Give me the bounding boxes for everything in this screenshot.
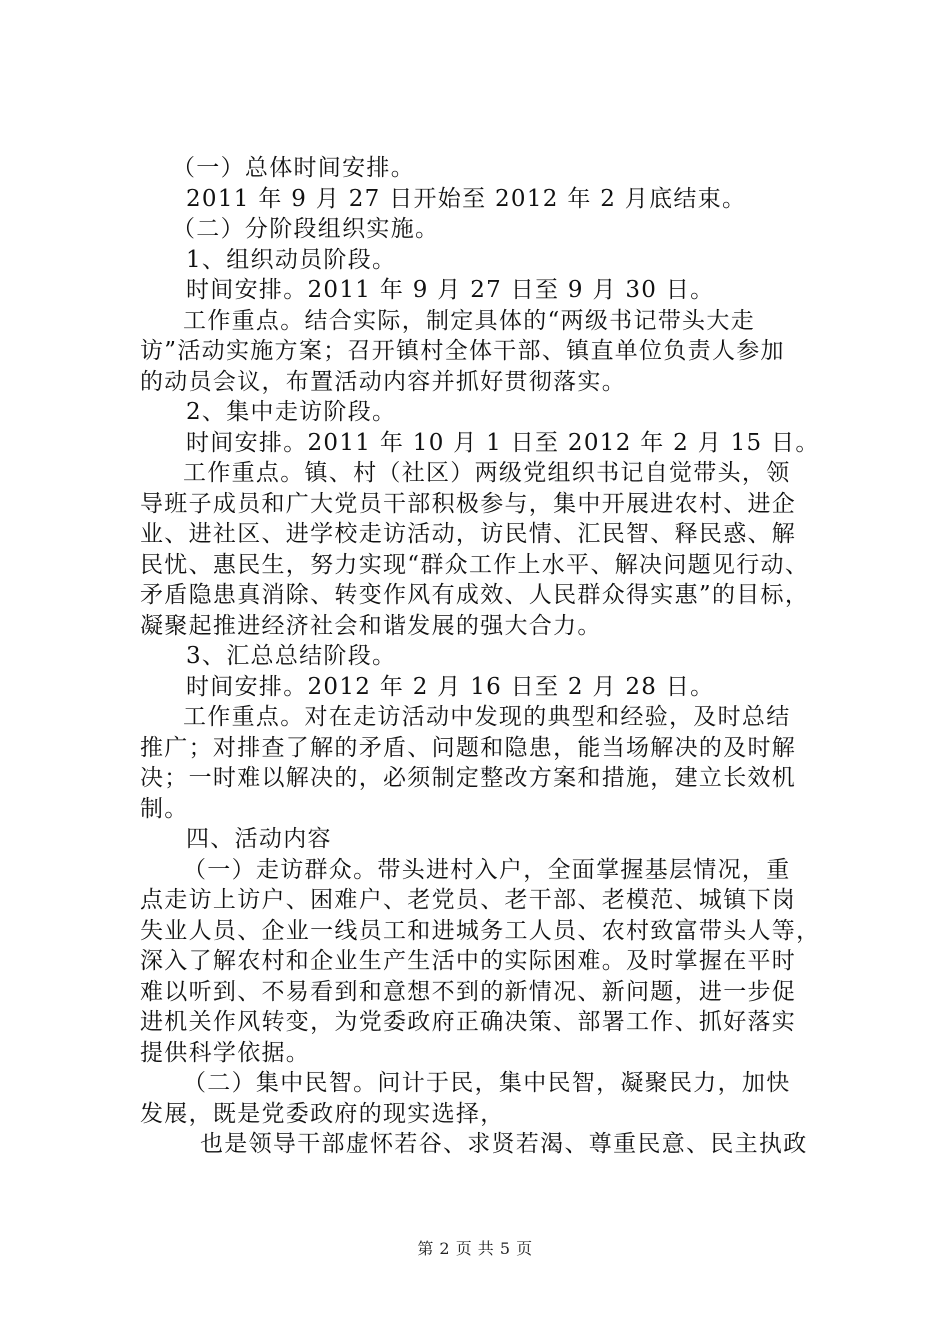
paragraph-line: 难以听到、不易看到和意想不到的新情况、新问题，进一步促 xyxy=(140,978,797,1005)
paragraph-line: 访”活动实施方案；召开镇村全体干部、镇直单位负责人参加 xyxy=(140,338,785,364)
paragraph-line: 民忧、惠民生，努力实现“群众工作上水平、解决问题见行动、 xyxy=(140,551,810,578)
page-number-footer: 第 2 页 共 5 页 xyxy=(417,1239,533,1258)
paragraph-line: 导班子成员和广大党员干部积极参与，集中开展进农村、进企 xyxy=(140,490,797,517)
paragraph-line: 时间安排。2011 年 10 月 1 日至 2012 年 2 月 15 日。 xyxy=(186,429,820,456)
heading-phase-1: 1、组织动员阶段。 xyxy=(186,246,397,273)
heading-activity-content: 四、活动内容 xyxy=(186,826,332,852)
paragraph-line: 进机关作风转变，为党委政府正确决策、部署工作、抓好落实 xyxy=(140,1009,797,1035)
paragraph-line: 业、进社区、进学校走访活动，访民情、汇民智、释民惑、解 xyxy=(140,521,797,547)
paragraph-line: 时间安排。2012 年 2 月 16 日至 2 月 28 日。 xyxy=(186,673,715,700)
paragraph-line: 也是领导干部虚怀若谷、求贤若渴、尊重民意、民主执政 xyxy=(200,1131,808,1157)
paragraph-line: 制。 xyxy=(140,795,189,822)
paragraph-line: 发展，既是党委政府的现实选择， xyxy=(140,1100,505,1127)
paragraph-line: 推广；对排查了解的矛盾、问题和隐患，能当场解决的及时解 xyxy=(140,734,797,761)
heading-overall-schedule: （一）总体时间安排。 xyxy=(172,155,415,181)
paragraph-line: 的动员会议，布置活动内容并抓好贯彻落实。 xyxy=(140,368,626,395)
paragraph-line: 2011 年 9 月 27 日开始至 2012 年 2 月底结束。 xyxy=(186,185,747,212)
paragraph-line: 矛盾隐患真消除、转变作风有成效、人民群众得实惠”的目标， xyxy=(140,582,810,608)
paragraph-line: （一）走访群众。带头进村入户，全面掌握基层情况，重 xyxy=(183,856,791,883)
paragraph-line: 提供科学依据。 xyxy=(140,1039,311,1066)
paragraph-line: 时间安排。2011 年 9 月 27 日至 9 月 30 日。 xyxy=(186,277,715,303)
paragraph-line: 工作重点。结合实际，制定具体的“两级书记带头大走 xyxy=(183,307,755,334)
paragraph-line: 工作重点。镇、村（社区）两级党组织书记自觉带头，领 xyxy=(183,460,791,486)
heading-phased-implementation: （二）分阶段组织实施。 xyxy=(172,216,440,242)
paragraph-line: 点走访上访户、困难户、老党员、老干部、老模范、城镇下岗 xyxy=(140,887,797,913)
heading-phase-2: 2、集中走访阶段。 xyxy=(186,399,397,425)
paragraph-line: 凝聚起推进经济社会和谐发展的强大合力。 xyxy=(140,612,602,639)
heading-phase-3: 3、汇总总结阶段。 xyxy=(186,643,397,669)
paragraph-line: 决；一时难以解决的，必须制定整改方案和措施，建立长效机 xyxy=(140,765,797,791)
paragraph-line: 失业人员、企业一线员工和进城务工人员、农村致富带头人等， xyxy=(140,917,821,944)
document-body xyxy=(140,153,840,1160)
paragraph-line: 深入了解农村和企业生产生活中的实际困难。及时掌握在平时 xyxy=(140,948,797,974)
paragraph-line: （二）集中民智。问计于民，集中民智，凝聚民力，加快 xyxy=(183,1070,791,1096)
paragraph-line: 工作重点。对在走访活动中发现的典型和经验，及时总结 xyxy=(183,704,791,730)
